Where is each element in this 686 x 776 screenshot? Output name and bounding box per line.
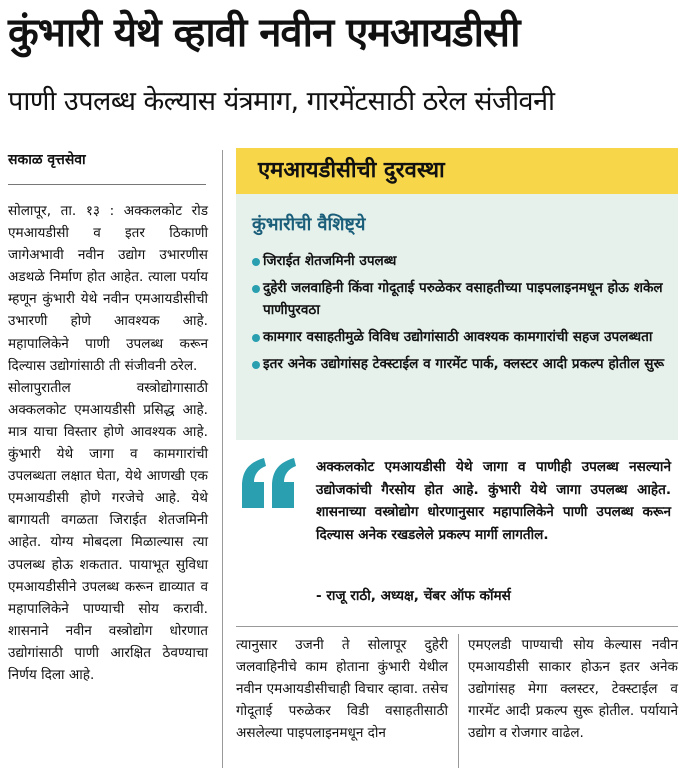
feature-text: दुहेरी जलवाहिनी किंवा गोदूताई परुळेकर वसाहतीच्या पाइपलाइनमधून होऊ शकेल पाणीपुरवठा [263,280,663,318]
feature-text: कामगार वसाहतीमुळे विविध उद्योगांसाठी आवश्यक कामगारांची सहज उपलब्धता [263,329,653,345]
feature-text: इतर अनेक उद्योगांसह टेक्स्टाईल व गारमेंट पार्क, क्लस्टर आदी प्रकल्प होतील सुरू [263,356,665,372]
infobox-subtitle: कुंभारीची वैशिष्ट्ये [252,214,366,235]
infobox [236,194,678,440]
article-column-1 [8,200,208,686]
byline-divider [8,184,206,185]
subheadline: पाणी उपलब्ध केल्यास यंत्रमाग, गारमेंटसाठी ठरेल संजीवनी [8,86,555,117]
article-column-2 [236,634,448,744]
feature-item [252,353,668,375]
feature-item [252,277,668,321]
quote-text: अक्कलकोट एमआयडीसी येथे जागा व पाणीही उपलब्ध नसल्याने उद्योजकांची गैरसोय होत आहे. कुंभारी येथे जागा उपलब्ध आहेत. शासनाच्या वस्त्रोद्योग धोरणानुसार महापालिकेने पाणी उपलब्ध करून दिल्यास अनेक रखडलेले प्रकल्प मार्गी लागतील. [316,459,671,544]
byline: सकाळ वृत्तसेवा [8,152,86,168]
feature-item [252,250,668,272]
headline: कुंभारी येथे व्हावी नवीन एमआयडीसी [8,10,520,56]
bullet-icon [252,361,260,369]
bullet-icon [252,258,260,266]
column-divider-1 [222,150,223,768]
column-1-text: सोलापूर, ता. १३ : अक्कलकोट रोड एमआयडीसी व इतर ठिकाणी जागेअभावी नवीन उद्योग उभारणीस अडथळे निर्माण होत आहेत. त्याला पर्याय म्हणून कुंभारी येथे नवीन एमआयडीसीची उभारणी होणे आवश्यक आहे. महापालिकेने पाणी उपलब्ध करून दिल्यास उद्योगांसाठी ती संजीवनी ठरेल. सोलापुरातील वस्त्रोद्योगासाठी अक्कलकोट एमआयडीसी प्रसिद्ध आहे. मात्र याचा विस्तार होणे आवश्यक आहे. कुंभारी येथे जागा व कामगारांची उपलब्धता लक्षात घेता, येथे आणखी एक एमआयडीसी होणे गरजेचे आहे. येथे बागायती वगळता जिराईत शेतजमिनी आहेत. योग्य मोबदला मिळाल्यास त्या उपलब्ध होऊ शकतात. पायाभूत सुविधा एमआयडीसीने उपलब्ध करून द्याव्यात व महापालिकेने पाण्याची सोय करावी. शासनाने नवीन वस्त्रोद्योग धोरणात उद्योगांसाठी पाणी आरक्षित ठेवण्याचा निर्णय दिला आहे. [8,203,208,683]
quote-divider [236,626,678,627]
feature-item [252,326,668,348]
quote-mark-icon [238,456,298,512]
article-column-3 [468,634,678,744]
column-divider-2 [458,634,459,768]
quote-attribution: - राजू राठी, अध्यक्ष, चेंबर ऑफ कॉमर्स [316,588,511,604]
column-2-text: त्यानुसार उजनी ते सोलापूर दुहेरी जलवाहिनीचे काम होताना कुंभारी येथील नवीन एमआयडीसीचाही विचार व्हावा. तसेच गोदूताई परुळेकर विडी वसाहतीसाठी असलेल्या पाइपलाइनमधून दोन [236,637,448,742]
bullet-icon [252,334,260,342]
bullet-icon [252,285,260,293]
feature-text: जिराईत शेतजमिनी उपलब्ध [263,253,397,269]
column-3-text: एमएलडी पाण्याची सोय केल्यास नवीन एमआयडीसी साकार होऊन इतर अनेक उद्योगांसह मेगा क्लस्टर, टेक्स्टाईल व गारमेंट आदी प्रकल्प सुरू होतील. पर्यायाने उद्योग व रोजगार वाढेल. [468,637,678,742]
infobox-title: एमआयडीसीची दुरवस्था [236,148,678,194]
